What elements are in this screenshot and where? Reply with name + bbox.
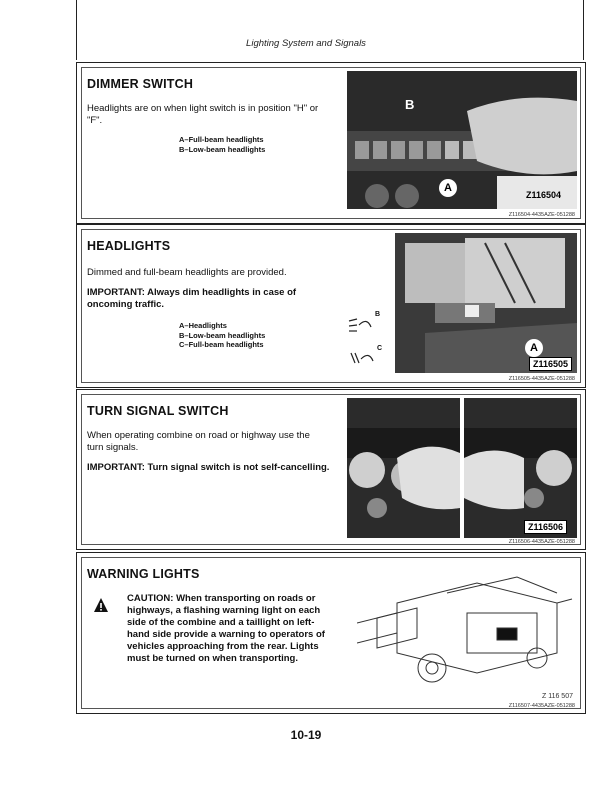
headlights-section [76, 224, 586, 388]
page-number: 10-19 [290, 728, 322, 742]
caution-triangle-icon [93, 597, 109, 613]
turn-signal-important: IMPORTANT: Turn signal switch is not self-cancelling. [87, 462, 330, 473]
headlights-legend [179, 321, 265, 350]
turn-signal-photo-left-illustration [347, 398, 460, 538]
page-header: Lighting System and Signals [246, 38, 366, 49]
headlights-important: IMPORTANT: Always dim headlights in case of oncoming traffic. [87, 287, 297, 310]
headlights-ref-code: Z116505-4435AZE-051288 [508, 376, 575, 382]
headlights-legend-b: B–Low-beam headlights [179, 330, 266, 340]
combine-drawing [357, 563, 577, 693]
headlights-legend-a: A–Headlights [179, 321, 227, 330]
left-page-rule [76, 0, 77, 60]
dimmer-legend-b: B–Low-beam headlights [179, 144, 266, 154]
warning-lights-title: WARNING LIGHTS [87, 567, 200, 581]
turn-signal-ref-code: Z116506-4435AZE-051288 [508, 539, 575, 545]
headlights-photo-label: Z116505 [529, 357, 572, 371]
warning-ref-code: Z116507-4435AZE-051288 [508, 703, 575, 709]
headlights-callout-a: A [525, 339, 543, 357]
turn-signal-title: TURN SIGNAL SWITCH [87, 404, 229, 418]
headlights-legend-c: C–Full-beam headlights [179, 340, 264, 349]
dimmer-photo-label: Z116504 [526, 190, 562, 200]
warning-lights-section [76, 552, 586, 714]
dimmer-callout-b: B [405, 97, 415, 112]
turn-signal-photo-right [464, 398, 577, 538]
headlights-callout-c: C [377, 345, 383, 352]
right-page-rule [583, 0, 584, 60]
dimmer-switch-title: DIMMER SWITCH [87, 77, 194, 91]
turn-signal-photo-right-illustration [464, 398, 577, 538]
headlights-text: Dimmed and full-beam headlights are provided. [87, 267, 287, 278]
dimmer-callout-a: A [439, 179, 457, 197]
dimmer-switch-photo [347, 71, 577, 209]
headlights-callout-b: B [375, 311, 381, 318]
headlights-photo-illustration [345, 233, 577, 373]
warning-lights-illustration [357, 563, 577, 693]
warning-caution-text: CAUTION: When transporting on roads or highways, a flashing warning light on each side of the combine and a taillight on left-hand side provide a warning to operators of vehicles approaching from the rear. Lights must be turned on when transporting. [127, 593, 325, 664]
turn-signal-photo-label: Z116506 [524, 520, 567, 534]
headlights-photo [345, 233, 577, 373]
warning-photo-label: Z 116 507 [541, 693, 573, 700]
dimmer-legend [179, 135, 265, 154]
turn-signal-section [76, 389, 586, 550]
dimmer-switch-section [76, 62, 586, 224]
dimmer-legend-a: A–Full-beam headlights [179, 135, 264, 144]
dimmer-switch-text: Headlights are on when light switch is in position "H" or "F". [87, 103, 319, 126]
turn-signal-text: When operating combine on road or highway use the turn signals. [87, 430, 310, 453]
turn-signal-photo-left [347, 398, 460, 538]
headlights-title: HEADLIGHTS [87, 239, 171, 253]
dimmer-ref-code: Z116504-4435AZE-051288 [508, 212, 575, 218]
